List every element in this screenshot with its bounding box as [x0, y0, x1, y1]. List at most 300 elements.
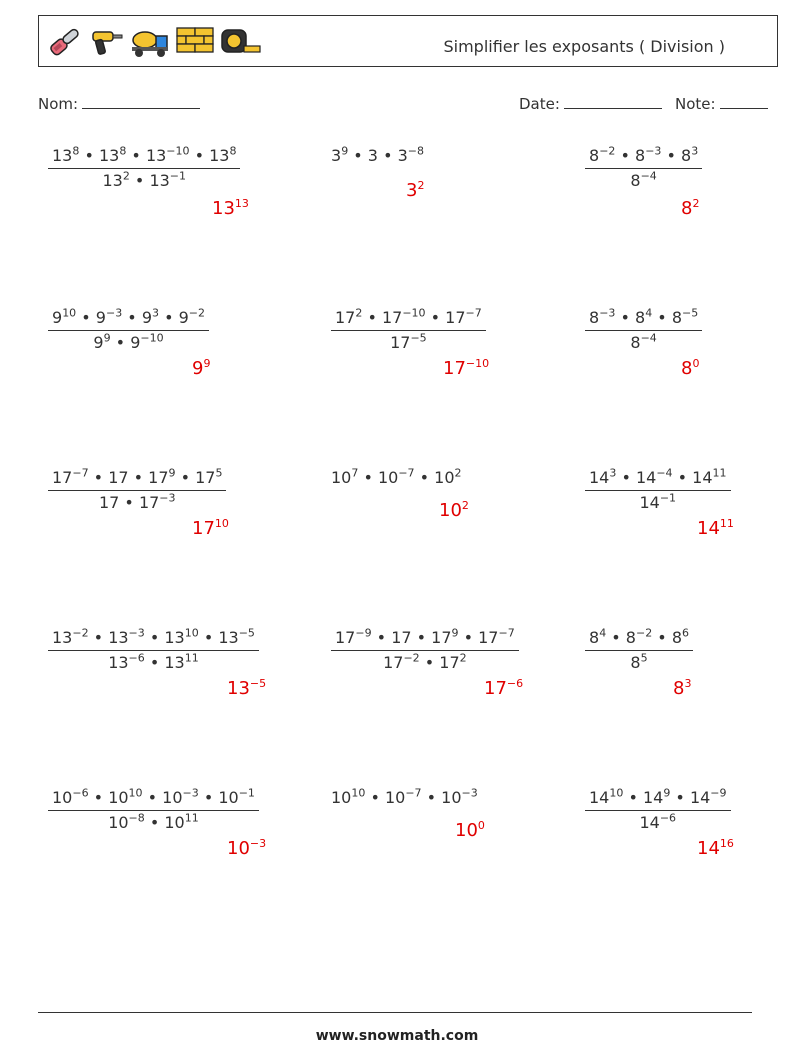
times-dot: • [425, 308, 446, 327]
times-dot: • [159, 308, 179, 327]
expression-exponent: 2 [454, 466, 462, 480]
answer-exponent: −3 [249, 837, 267, 850]
times-dot: • [128, 468, 149, 487]
denominator-term [93, 333, 110, 352]
expression-term [434, 468, 461, 487]
bricks-icon [175, 24, 215, 60]
numerator-exponent: −6 [72, 786, 89, 800]
numerator-base: 8 [589, 628, 600, 647]
numerator-term [218, 628, 255, 647]
times-dot: • [76, 308, 96, 327]
numerator [585, 468, 731, 491]
numerator-term [589, 788, 623, 807]
numerator-base: 17 [381, 308, 403, 327]
denominator-exponent: −5 [410, 331, 427, 345]
answer-term [439, 500, 469, 521]
numerator-exponent: −9 [355, 626, 372, 640]
denominator-exponent: 11 [184, 651, 199, 665]
denominator [390, 331, 427, 352]
denominator-term [108, 653, 145, 672]
denominator-exponent: 2 [122, 169, 130, 183]
expression [331, 146, 424, 165]
numerator-base: 8 [589, 308, 600, 327]
numerator-term [681, 146, 698, 165]
numerator-base: 8 [625, 628, 636, 647]
numerator-term [335, 308, 362, 327]
numerator-base: 17 [195, 468, 216, 487]
numerator-exponent: −10 [166, 144, 190, 158]
answer-exponent: 2 [692, 197, 700, 210]
times-dot: • [615, 308, 636, 327]
numerator-exponent: 10 [128, 786, 143, 800]
numerator-base: 17 [478, 628, 499, 647]
problem-7 [48, 468, 226, 512]
numerator-exponent: −3 [128, 626, 145, 640]
denominator-base: 13 [149, 171, 170, 190]
answer-exponent: −6 [506, 677, 524, 690]
numerator-base: 9 [95, 308, 106, 327]
answer-15 [697, 838, 734, 859]
numerator [585, 146, 702, 169]
answer-term [192, 358, 210, 379]
times-dot: • [144, 628, 165, 647]
date-blank[interactable] [564, 94, 662, 109]
numerator-term [636, 468, 673, 487]
numerator-exponent: 8 [72, 144, 80, 158]
answer-exponent: 11 [719, 517, 734, 530]
fraction [331, 628, 519, 672]
numerator-exponent: 11 [712, 466, 727, 480]
worksheet-header [38, 15, 778, 67]
numerator-exponent: −3 [599, 306, 616, 320]
answer-12 [673, 678, 691, 699]
answer-5 [443, 358, 489, 379]
numerator-base: 14 [589, 788, 610, 807]
numerator-term [589, 628, 606, 647]
numerator-base: 13 [209, 146, 230, 165]
times-dot: • [652, 628, 672, 647]
problem-9 [585, 468, 731, 512]
denominator-base: 17 [98, 493, 120, 512]
numerator-base: 8 [635, 146, 646, 165]
denominator-term [164, 653, 198, 672]
expression-term [331, 146, 348, 165]
numerator-term [108, 468, 128, 487]
fraction [585, 146, 702, 190]
denominator-base: 17 [390, 333, 411, 352]
numerator-exponent: 10 [184, 626, 199, 640]
numerator-term [164, 628, 198, 647]
numerator-base: 13 [145, 146, 167, 165]
numerator-base: 14 [692, 468, 713, 487]
numerator-base: 13 [98, 146, 120, 165]
answer-base: 9 [192, 358, 204, 379]
times-dot: • [672, 468, 693, 487]
problem-3 [585, 146, 702, 190]
numerator-base: 13 [164, 628, 185, 647]
numerator-term [52, 308, 76, 327]
denominator-term [639, 813, 676, 832]
numerator-exponent: 8 [229, 144, 237, 158]
numerator-exponent: −9 [710, 786, 727, 800]
answer-term [681, 198, 699, 219]
header-icons [45, 24, 263, 60]
numerator-base: 8 [671, 628, 682, 647]
numerator [48, 628, 259, 651]
numerator-term [148, 468, 175, 487]
answer-base: 3 [406, 180, 418, 201]
answer-base: 14 [697, 838, 720, 859]
denominator-term [102, 171, 129, 190]
numerator-exponent: −2 [188, 306, 206, 320]
grade-field [675, 94, 768, 113]
denominator [93, 331, 163, 352]
answer-term [681, 358, 699, 379]
denominator-base: 17 [138, 493, 160, 512]
expression-exponent: −7 [398, 466, 415, 480]
fraction [585, 788, 731, 832]
numerator-exponent: 9 [663, 786, 671, 800]
denominator-base: 14 [639, 493, 660, 512]
denominator-term [99, 493, 119, 512]
answer-term [192, 518, 229, 539]
denominator-exponent: −8 [128, 811, 145, 825]
numerator [585, 788, 731, 811]
numerator-base: 14 [642, 788, 664, 807]
answer-exponent: 2 [417, 179, 425, 192]
denominator-term [164, 813, 198, 832]
fraction [331, 308, 486, 352]
times-dot: • [119, 493, 139, 512]
numerator-term [626, 628, 652, 647]
fraction [48, 468, 226, 512]
numerator-exponent: 9 [451, 626, 459, 640]
answer-term [443, 358, 489, 379]
numerator-base: 14 [635, 468, 657, 487]
expression [331, 468, 462, 487]
times-dot: • [661, 146, 682, 165]
numerator-term [672, 308, 698, 327]
problem-15 [585, 788, 731, 832]
expression-base: 10 [441, 788, 462, 807]
numerator-term [445, 308, 482, 327]
grade-blank[interactable] [720, 94, 768, 109]
numerator-term [179, 308, 205, 327]
numerator [331, 308, 486, 331]
problem-14 [331, 788, 478, 807]
numerator-exponent: −2 [72, 626, 89, 640]
numerator-term [96, 308, 122, 327]
answer-base: 13 [227, 678, 250, 699]
expression-term [331, 788, 365, 807]
expression-base: 10 [377, 468, 399, 487]
numerator-base: 13 [52, 146, 73, 165]
numerator-base: 10 [162, 788, 183, 807]
denominator-base: 17 [383, 653, 404, 672]
expression-base: 10 [331, 468, 352, 487]
numerator-exponent: 10 [609, 786, 624, 800]
times-dot: • [144, 813, 165, 832]
answer-base: 8 [673, 678, 685, 699]
footer-divider [38, 1012, 752, 1013]
answer-exponent: −10 [465, 357, 490, 370]
answer-term [455, 820, 485, 841]
denominator-base: 13 [108, 653, 129, 672]
answer-term [406, 180, 424, 201]
denominator-base: 8 [630, 653, 641, 672]
denominator-base: 9 [93, 333, 104, 352]
times-dot: • [198, 628, 219, 647]
numerator-base: 10 [218, 788, 239, 807]
numerator-base: 14 [689, 788, 711, 807]
times-dot: • [411, 628, 432, 647]
answer-11 [484, 678, 523, 699]
times-dot: • [652, 308, 672, 327]
answer-6 [681, 358, 699, 379]
problem-2 [331, 146, 424, 165]
denominator-term [630, 333, 656, 352]
numerator-base: 9 [178, 308, 189, 327]
numerator-base: 9 [52, 308, 63, 327]
numerator-base: 8 [635, 308, 646, 327]
fraction [48, 146, 240, 190]
denominator-base: 17 [439, 653, 460, 672]
numerator-exponent: 4 [599, 626, 607, 640]
times-dot: • [142, 788, 163, 807]
numerator-base: 8 [671, 308, 682, 327]
expression-base: 3 [367, 146, 378, 165]
denominator-exponent: −4 [640, 331, 657, 345]
answer-10 [227, 678, 266, 699]
expression-term [368, 146, 378, 165]
numerator-base: 17 [148, 468, 169, 487]
answer-1 [212, 198, 249, 219]
denominator-exponent: −2 [403, 651, 420, 665]
times-dot: • [122, 308, 142, 327]
numerator [331, 628, 519, 651]
grade-label: Note: [675, 95, 716, 113]
numerator-exponent: −3 [105, 306, 123, 320]
answer-base: 8 [681, 198, 693, 219]
worksheet-title: Simplifier les exposants ( Division ) [443, 37, 725, 56]
numerator-exponent: −7 [465, 306, 482, 320]
answer-3 [681, 198, 699, 219]
expression-exponent: −7 [405, 786, 422, 800]
times-dot: • [458, 628, 479, 647]
denominator-term [108, 813, 145, 832]
answer-exponent: −5 [249, 677, 267, 690]
denominator-exponent: −1 [659, 491, 677, 505]
numerator-exponent: 10 [62, 306, 77, 320]
denominator-base: 8 [630, 171, 641, 190]
answer-exponent: 16 [719, 837, 734, 850]
date-label: Date: [519, 95, 560, 113]
numerator-term [195, 468, 222, 487]
problem-6 [585, 308, 702, 352]
answer-exponent: 10 [214, 517, 229, 530]
numerator-term [52, 468, 89, 487]
times-dot: • [615, 146, 636, 165]
answer-exponent: 9 [203, 357, 211, 370]
answer-8 [439, 500, 469, 521]
numerator-term [218, 788, 255, 807]
denominator-term [130, 333, 163, 352]
denominator [639, 491, 676, 512]
times-dot: • [670, 788, 690, 807]
expression-base: 3 [397, 146, 408, 165]
denominator-base: 13 [164, 653, 185, 672]
numerator-base: 17 [391, 628, 412, 647]
numerator-term [142, 308, 159, 327]
times-dot: • [358, 468, 378, 487]
numerator-term [335, 628, 372, 647]
denominator-term [149, 171, 186, 190]
numerator [48, 308, 209, 331]
answer-base: 8 [681, 358, 693, 379]
problem-1 [48, 146, 240, 190]
denominator-exponent: −10 [140, 331, 164, 345]
times-dot: • [419, 653, 440, 672]
denominator-base: 10 [108, 813, 129, 832]
numerator [585, 628, 693, 651]
numerator-base: 13 [52, 628, 73, 647]
numerator-base: 8 [681, 146, 692, 165]
denominator-exponent: −4 [640, 169, 657, 183]
denominator [630, 169, 656, 190]
numerator-term [162, 788, 199, 807]
numerator-base: 9 [141, 308, 152, 327]
answer-exponent: 2 [461, 499, 469, 512]
numerator-exponent: 2 [355, 306, 363, 320]
times-dot: • [421, 788, 442, 807]
answer-term [697, 838, 734, 859]
expression-base: 10 [331, 788, 352, 807]
fraction [585, 468, 731, 512]
times-dot: • [110, 333, 131, 352]
denominator-term [390, 333, 427, 352]
denominator [639, 811, 676, 832]
denominator-exponent: −3 [159, 491, 176, 505]
numerator-term [99, 146, 126, 165]
denominator [108, 651, 199, 672]
answer-7 [192, 518, 229, 539]
numerator-exponent: −7 [72, 466, 89, 480]
numerator-exponent: 3 [691, 144, 699, 158]
numerator-term [478, 628, 515, 647]
problem-11 [331, 628, 519, 672]
name-blank[interactable] [82, 94, 200, 109]
times-dot: • [88, 788, 109, 807]
fraction [48, 308, 209, 352]
denominator-term [439, 653, 466, 672]
numerator-term [52, 146, 79, 165]
numerator-exponent: −2 [599, 144, 616, 158]
numerator-term [209, 146, 236, 165]
fraction [585, 628, 693, 672]
expression-term [378, 468, 415, 487]
denominator-exponent: 2 [459, 651, 467, 665]
numerator-term [52, 788, 89, 807]
numerator-term [589, 308, 615, 327]
answer-term [484, 678, 523, 699]
times-dot: • [129, 171, 150, 190]
numerator-exponent: −3 [645, 144, 662, 158]
denominator-exponent: −1 [169, 169, 187, 183]
expression-base: 10 [434, 468, 455, 487]
numerator-term [635, 146, 661, 165]
numerator-term [108, 628, 145, 647]
problem-4 [48, 308, 209, 352]
answer-base: 17 [484, 678, 507, 699]
numerator-exponent: 3 [609, 466, 617, 480]
numerator-base: 10 [52, 788, 73, 807]
times-dot: • [175, 468, 196, 487]
numerator-exponent: −1 [238, 786, 255, 800]
answer-term [227, 838, 266, 859]
times-dot: • [623, 788, 643, 807]
numerator-base: 14 [589, 468, 610, 487]
times-dot: • [79, 146, 99, 165]
numerator [585, 308, 702, 331]
answer-base: 14 [697, 518, 720, 539]
answer-14 [455, 820, 485, 841]
numerator-exponent: 4 [645, 306, 653, 320]
numerator-term [391, 628, 411, 647]
numerator-exponent: 3 [152, 306, 159, 320]
answer-base: 17 [443, 358, 466, 379]
problem-13 [48, 788, 259, 832]
drill-icon [87, 24, 125, 60]
numerator-term [108, 788, 142, 807]
numerator-base: 17 [431, 628, 452, 647]
expression-term [398, 146, 424, 165]
denominator-base: 13 [102, 171, 123, 190]
answer-exponent: 13 [234, 197, 249, 210]
numerator-exponent: −2 [635, 626, 653, 640]
answer-term [227, 678, 266, 699]
problem-12 [585, 628, 693, 672]
denominator [630, 651, 647, 672]
numerator [48, 468, 226, 491]
numerator-term [692, 468, 726, 487]
numerator-base: 17 [108, 468, 129, 487]
expression-term [441, 788, 478, 807]
answer-exponent: 3 [684, 677, 692, 690]
expression [331, 788, 478, 807]
denominator [108, 811, 199, 832]
numerator-base: 17 [335, 628, 356, 647]
numerator-term [690, 788, 727, 807]
numerator-term [382, 308, 426, 327]
cement-truck-icon [129, 24, 171, 60]
times-dot: • [606, 628, 626, 647]
denominator-term [383, 653, 420, 672]
answer-13 [227, 838, 266, 859]
answer-base: 10 [455, 820, 478, 841]
denominator-term [630, 653, 647, 672]
times-dot: • [144, 653, 165, 672]
numerator-base: 17 [335, 308, 356, 327]
tape-measure-icon [219, 24, 263, 60]
numerator-exponent: −10 [402, 306, 426, 320]
expression-exponent: −3 [461, 786, 478, 800]
times-dot: • [88, 628, 109, 647]
times-dot: • [616, 468, 636, 487]
denominator [383, 651, 467, 672]
numerator-term [589, 468, 616, 487]
footer-url: www.snowmath.com [315, 1028, 479, 1044]
numerator-term [643, 788, 670, 807]
